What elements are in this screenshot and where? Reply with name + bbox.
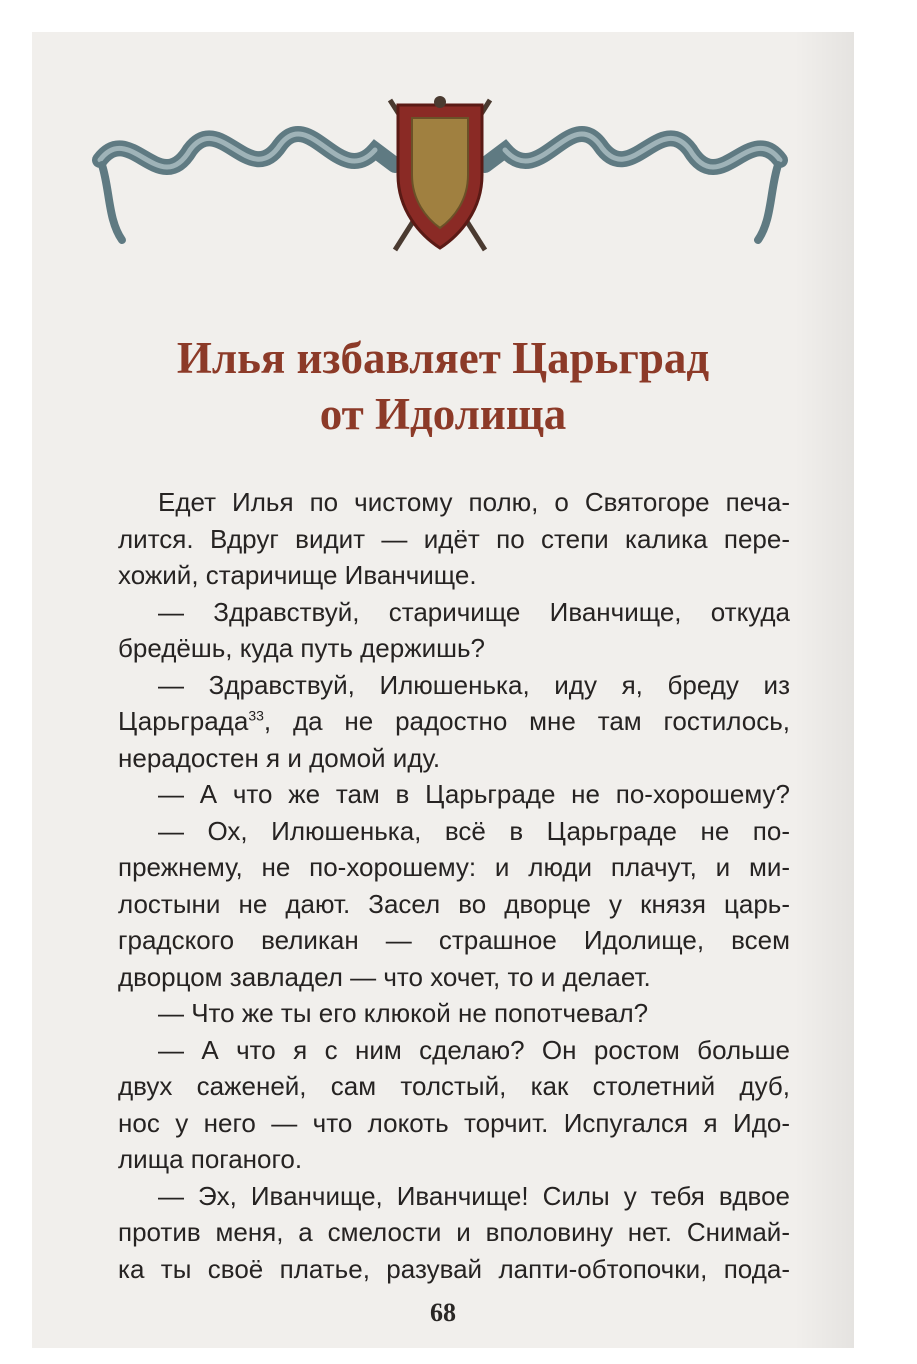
text-line-content: лостыни не дают. Засел во дворце у князя царь- [118, 888, 790, 919]
text-line [118, 1141, 790, 1178]
text-line [118, 1214, 790, 1251]
text-line-content: — А что я с ним сделаю? Он ростом больше [158, 1034, 790, 1065]
chapter-title [32, 330, 854, 442]
text-line-content: против меня, а смелости и вполовину нет. Снимай- [118, 1217, 790, 1247]
text-line [118, 740, 790, 777]
book-page [32, 32, 854, 1348]
text-line-continuation: , да не радостно мне там гостилось, [263, 706, 790, 736]
footnote-marker: 33 [248, 707, 264, 724]
text-line-content: нос у него — что локоть торчит. Испугался я Идо- [118, 1107, 790, 1138]
text-line [118, 922, 790, 959]
text-line [118, 557, 790, 594]
text-line-content: двух саженей, сам толстый, как столетний дуб, [118, 1071, 790, 1101]
text-line-content: лища поганого. [118, 1144, 303, 1174]
text-line-content: — Здравствуй, старичище Иванчище, откуда [158, 596, 790, 627]
text-line [118, 1178, 790, 1215]
text-line [118, 849, 790, 886]
text-line [118, 995, 790, 1032]
text-line [118, 813, 790, 850]
text-line [118, 959, 790, 996]
page-number: 68 [430, 1298, 456, 1327]
text-line [118, 1105, 790, 1142]
text-line [118, 1068, 790, 1105]
text-line-content: — А что же там в Царьграде не по-хорошему? [158, 779, 790, 809]
text-line-content: — Что же ты его клюкой не попотчевал? [158, 998, 649, 1028]
text-line [118, 667, 790, 704]
text-line-content: Едет Илья по чистому полю, о Святогоре печа- [158, 487, 790, 517]
text-line [118, 594, 790, 631]
text-line-content: ка ты своё платье, разувай лапти-обтопочки, пода- [118, 1253, 790, 1284]
text-line-content: нерадостен я и домой иду. [118, 742, 441, 773]
text-line-content: хожий, старичище Иванчище. [118, 560, 477, 590]
text-line [118, 776, 790, 813]
text-line-content: прежнему, не по-хорошему: и люди плачут, и ми- [118, 852, 790, 882]
ribbon-shield-swords-icon [90, 80, 790, 270]
text-line-content: Царьграда [118, 706, 249, 736]
text-line [118, 1251, 790, 1288]
text-line [118, 630, 790, 667]
chapter-title-line-2: от Идолища [319, 389, 567, 439]
page-fold-shadow [794, 32, 854, 1348]
text-line-content: дворцом завладел — что хочет, то и делает. [118, 961, 651, 992]
text-line [118, 886, 790, 923]
text-line [118, 484, 790, 521]
text-line [118, 703, 790, 740]
body-text [118, 484, 790, 1287]
text-line-content: градского великан — страшное Идолище, всем [118, 925, 790, 955]
chapter-title-line-1: Илья избавляет Царьград [176, 333, 710, 383]
text-line-content: — Ох, Илюшенька, всё в Царьграде не по- [158, 815, 790, 846]
text-line-content: — Здравствуй, Илюшенька, иду я, бреду из [158, 669, 790, 700]
text-line [118, 1032, 790, 1069]
text-line-content: — Эх, Иванчище, Иванчище! Силы у тебя вдвое [158, 1180, 790, 1211]
text-line-content: бредёшь, куда путь держишь? [118, 633, 486, 663]
text-line [118, 521, 790, 558]
text-line-content: лится. Вдруг видит — идёт по степи калика пере- [118, 523, 790, 554]
